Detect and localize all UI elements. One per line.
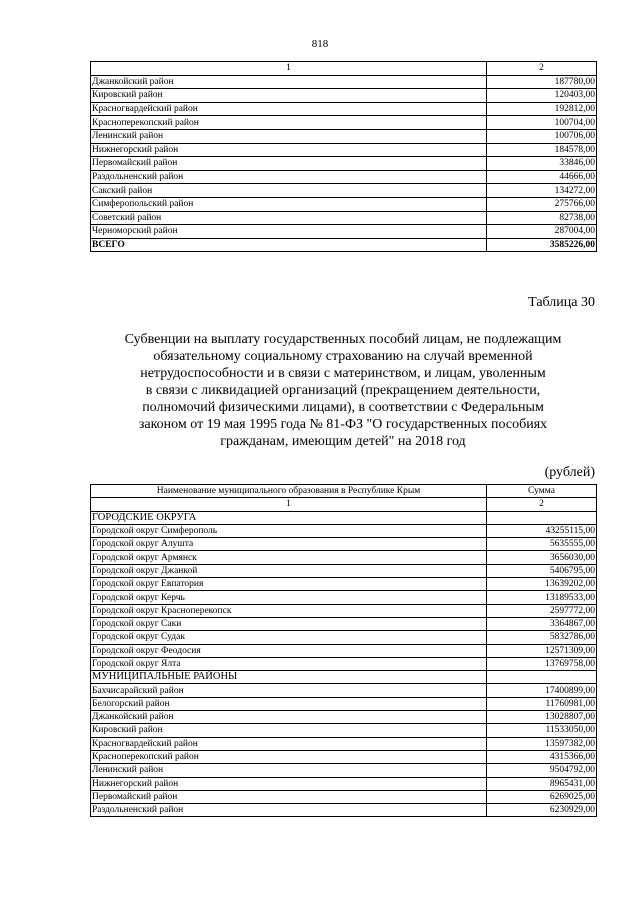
row-value: 5635555,00 <box>487 538 597 551</box>
subventions-table <box>90 484 597 817</box>
row-name: Городской округ Феодосия <box>91 644 487 657</box>
row-value: 13769758,00 <box>487 657 597 670</box>
row-value: 44666,00 <box>487 170 597 184</box>
column-number-1: 1 <box>91 62 487 76</box>
table-row <box>91 75 597 89</box>
row-name: Городской округ Евпатория <box>91 578 487 591</box>
row-name: Красногвардейский район <box>91 737 487 750</box>
row-value: 187780,00 <box>487 75 597 89</box>
row-name: Городской округ Керчь <box>91 591 487 604</box>
row-name: Нижнегорский район <box>91 143 487 157</box>
row-value: 2597772,00 <box>487 604 597 617</box>
row-value: 275766,00 <box>487 197 597 211</box>
table-row <box>91 697 597 710</box>
units-label: (рублей) <box>544 465 595 480</box>
row-name: Кировский район <box>91 89 487 103</box>
total-value: 3585226,00 <box>487 238 597 252</box>
row-name: Сакский район <box>91 184 487 198</box>
row-name: Раздольненский район <box>91 804 487 817</box>
table-row <box>91 777 597 790</box>
row-value: 6269025,00 <box>487 790 597 803</box>
row-name: Городской округ Армянск <box>91 551 487 564</box>
row-name: Раздольненский район <box>91 170 487 184</box>
title-line: обязательному социальному страхованию на случай временной <box>153 349 533 364</box>
table-row <box>91 102 597 116</box>
column-number-1: 1 <box>91 498 487 511</box>
table-row <box>91 657 597 670</box>
table-row <box>91 116 597 130</box>
row-value: 11533050,00 <box>487 724 597 737</box>
column-numbers-row <box>91 498 597 511</box>
title-line: законом от 19 мая 1995 года № 81-ФЗ "О государственных пособиях <box>138 417 548 432</box>
table-row <box>91 524 597 537</box>
row-value: 5406795,00 <box>487 564 597 577</box>
row-value: 12571309,00 <box>487 644 597 657</box>
column-number-2: 2 <box>487 498 597 511</box>
row-value: 134272,00 <box>487 184 597 198</box>
total-label: ВСЕГО <box>91 238 487 252</box>
table-row <box>91 604 597 617</box>
table-row <box>91 764 597 777</box>
section-label: МУНИЦИПАЛЬНЫЕ РАЙОНЫ <box>91 671 487 684</box>
row-name: Городской округ Красноперекопск <box>91 604 487 617</box>
subventions-table-body <box>91 511 597 817</box>
row-value: 5832786,00 <box>487 631 597 644</box>
table-row <box>91 631 597 644</box>
row-value: 100704,00 <box>487 116 597 130</box>
row-name: Первомайский район <box>91 790 487 803</box>
title-line: полномочий физическими лицами), в соответствии с Федеральным <box>142 400 544 415</box>
row-value: 13189533,00 <box>487 591 597 604</box>
row-value: 33846,00 <box>487 157 597 171</box>
row-value: 13597382,00 <box>487 737 597 750</box>
table-row <box>91 711 597 724</box>
table-caption: Таблица 30 <box>528 295 595 310</box>
title-line: Субвенции на выплату государственных пособий лицам, не подлежащим <box>124 332 562 347</box>
row-name: Белогорский район <box>91 697 487 710</box>
row-name: Первомайский район <box>91 157 487 171</box>
row-name: Городской округ Судак <box>91 631 487 644</box>
column-header-sum: Сумма <box>487 485 597 498</box>
table-row <box>91 750 597 763</box>
title-line: нетрудоспособности и в связи с материнством, и лицам, уволенным <box>140 366 546 381</box>
row-name: Симферопольский район <box>91 197 487 211</box>
title-line: гражданам, имеющим детей" на 2018 год <box>220 434 466 449</box>
row-value: 3364867,00 <box>487 617 597 630</box>
table-row <box>91 724 597 737</box>
table-row <box>91 684 597 697</box>
row-value: 17400899,00 <box>487 684 597 697</box>
row-name: Нижнегорский район <box>91 777 487 790</box>
row-name: Черноморский район <box>91 225 487 239</box>
row-value: 13639202,00 <box>487 578 597 591</box>
row-name: Красноперекопский район <box>91 750 487 763</box>
row-name: Кировский район <box>91 724 487 737</box>
table-row <box>91 790 597 803</box>
table-row <box>91 197 597 211</box>
row-name: Красногвардейский район <box>91 102 487 116</box>
table-row <box>91 644 597 657</box>
table-row <box>91 591 597 604</box>
column-header-name: Наименование муниципального образования в Республике Крым <box>91 485 487 498</box>
row-value: 13028807,00 <box>487 711 597 724</box>
table-row <box>91 157 597 171</box>
row-name: Джанкойский район <box>91 75 487 89</box>
table-row <box>91 143 597 157</box>
section-empty-cell <box>487 671 597 684</box>
table-row <box>91 184 597 198</box>
table-row <box>91 617 597 630</box>
top-table-body <box>91 75 597 238</box>
row-name: Городской округ Алушта <box>91 538 487 551</box>
table-row <box>91 551 597 564</box>
section-row <box>91 511 597 524</box>
row-value: 9504792,00 <box>487 764 597 777</box>
row-name: Ленинский район <box>91 129 487 143</box>
row-value: 120403,00 <box>487 89 597 103</box>
row-value: 184578,00 <box>487 143 597 157</box>
table-row <box>91 804 597 817</box>
row-value: 192812,00 <box>487 102 597 116</box>
row-value: 6230929,00 <box>487 804 597 817</box>
row-name: Советский район <box>91 211 487 225</box>
row-value: 3656030,00 <box>487 551 597 564</box>
top-continuation-table <box>90 61 597 252</box>
row-name: Бахчисарайский район <box>91 684 487 697</box>
table-row <box>91 89 597 103</box>
table-header-row <box>91 62 597 76</box>
title-line: в связи с ликвидацией организаций (прекращением деятельности, <box>145 383 541 398</box>
row-name: Ленинский район <box>91 764 487 777</box>
table-header-row <box>91 485 597 498</box>
row-value: 8965431,00 <box>487 777 597 790</box>
table-title <box>90 331 596 450</box>
row-value: 100706,00 <box>487 129 597 143</box>
row-name: Красноперекопский район <box>91 116 487 130</box>
row-name: Городской округ Ялта <box>91 657 487 670</box>
section-empty-cell <box>487 511 597 524</box>
row-value: 287004,00 <box>487 225 597 239</box>
row-value: 4315366,00 <box>487 750 597 763</box>
section-row <box>91 671 597 684</box>
table-row <box>91 129 597 143</box>
table-row <box>91 564 597 577</box>
row-name: Городской округ Симферополь <box>91 524 487 537</box>
table-row <box>91 225 597 239</box>
row-value: 82738,00 <box>487 211 597 225</box>
column-number-2: 2 <box>487 62 597 76</box>
row-name: Джанкойский район <box>91 711 487 724</box>
row-value: 11760981,00 <box>487 697 597 710</box>
row-value: 43255115,00 <box>487 524 597 537</box>
row-name: Городской округ Саки <box>91 617 487 630</box>
table-row <box>91 170 597 184</box>
total-row <box>91 238 597 252</box>
table-row <box>91 737 597 750</box>
table-row <box>91 211 597 225</box>
table-row <box>91 538 597 551</box>
page-number: 818 <box>311 38 329 50</box>
table-row <box>91 578 597 591</box>
row-name: Городской округ Джанкой <box>91 564 487 577</box>
section-label: ГОРОДСКИЕ ОКРУГА <box>91 511 487 524</box>
